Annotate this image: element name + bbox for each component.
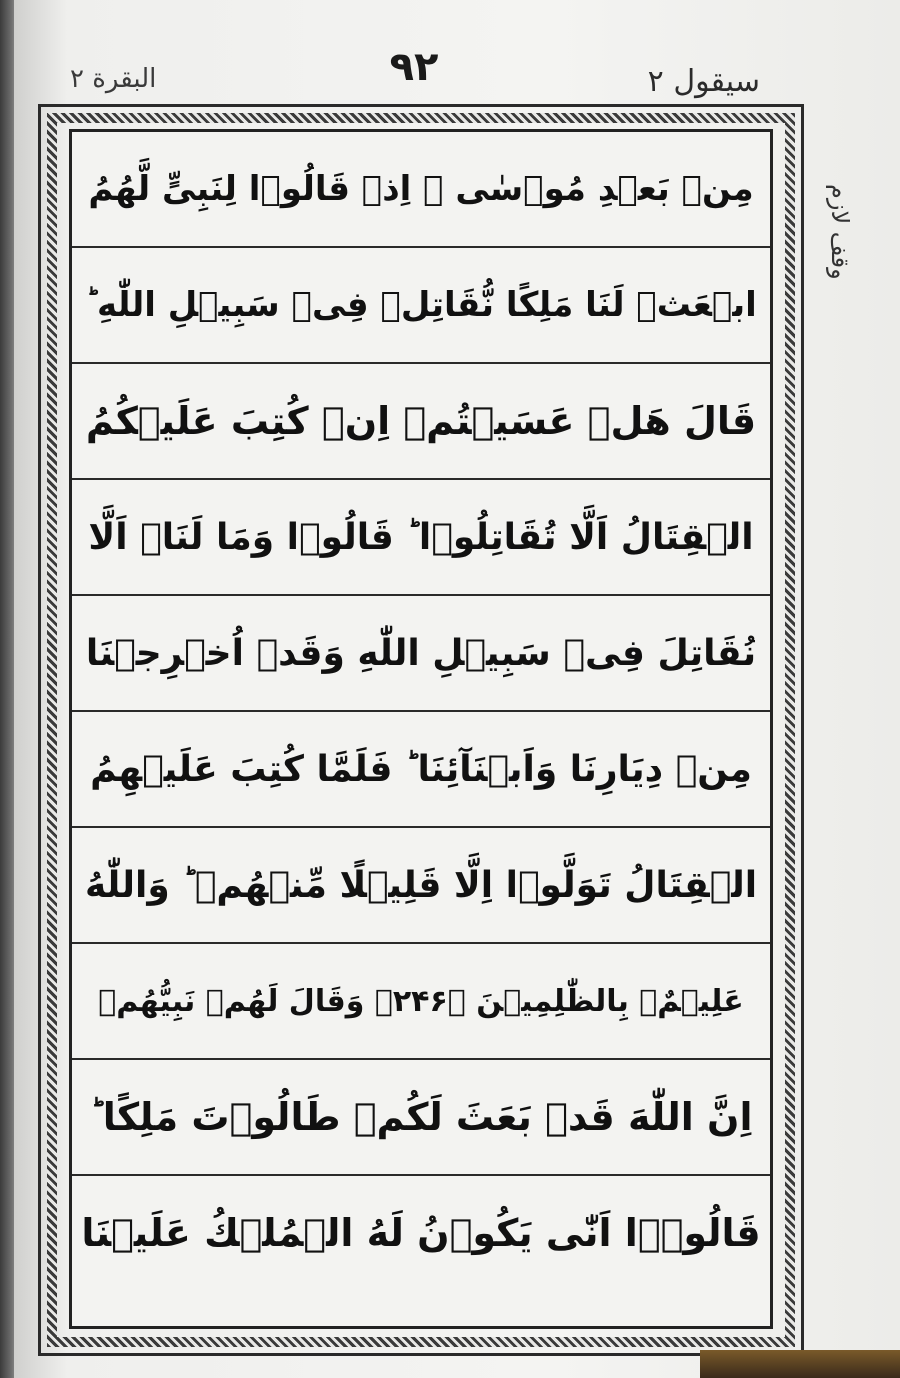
running-header	[14, 44, 900, 106]
text-line: اِنَّ اللّٰهَ قَدۡ بَعَثَ لَكُمۡ طَالُوۡتَ مَلِکًا ؕ	[72, 1060, 770, 1176]
text-line: قَالَ هَلۡ عَسَیۡتُمۡ اِنۡ كُتِبَ عَلَیۡكُمُ	[72, 364, 770, 480]
text-line: عَلِیۡمٌۢ بِالظّٰلِمِیۡنَ ﴿۲۴۶﴾ وَقَالَ لَهُمۡ نَبِیُّهُمۡ	[72, 944, 770, 1060]
margin-note: وقف لازم	[826, 184, 854, 280]
text-line: نُقَاتِلَ فِیۡ سَبِیۡلِ اللّٰهِ وَقَدۡ اُخۡرِجۡنَا	[72, 596, 770, 712]
book-page	[14, 0, 900, 1378]
text-line: قَالُوۡۤا اَنّٰی یَكُوۡنُ لَهُ الۡمُلۡكُ عَلَیۡنَا	[81, 1211, 761, 1255]
page-number: ٩٢	[389, 44, 439, 90]
text-line: مِنۡ بَعۡدِ مُوۡسٰی ۘ اِذۡ قَالُوۡا لِنَبِیٍّ لَّهُمُ	[72, 132, 770, 248]
text-line: الۡقِتَالُ اَلَّا تُقَاتِلُوۡا ؕ قَالُوۡا وَمَا لَنَاۤ اَلَّا	[72, 480, 770, 596]
text-block	[69, 129, 773, 1329]
surah-name: البقرة ٢	[70, 64, 157, 94]
book-cover-edge	[700, 1350, 900, 1378]
text-line: ابۡعَثۡ لَنَا مَلِکًا نُّقَاتِلۡ فِیۡ سَبِیۡلِ اللّٰهِ ؕ	[72, 248, 770, 364]
text-line: مِنۡ دِیَارِنَا وَاَبۡنَآئِنَا ؕ فَلَمَّا كُتِبَ عَلَیۡهِمُ	[72, 712, 770, 828]
text-line: الۡقِتَالُ تَوَلَّوۡا اِلَّا قَلِیۡلًا مِّنۡهُمۡ ؕ وَاللّٰهُ	[72, 828, 770, 944]
text-frame	[38, 104, 804, 1356]
juz-name: سیقول ٢	[647, 64, 760, 99]
